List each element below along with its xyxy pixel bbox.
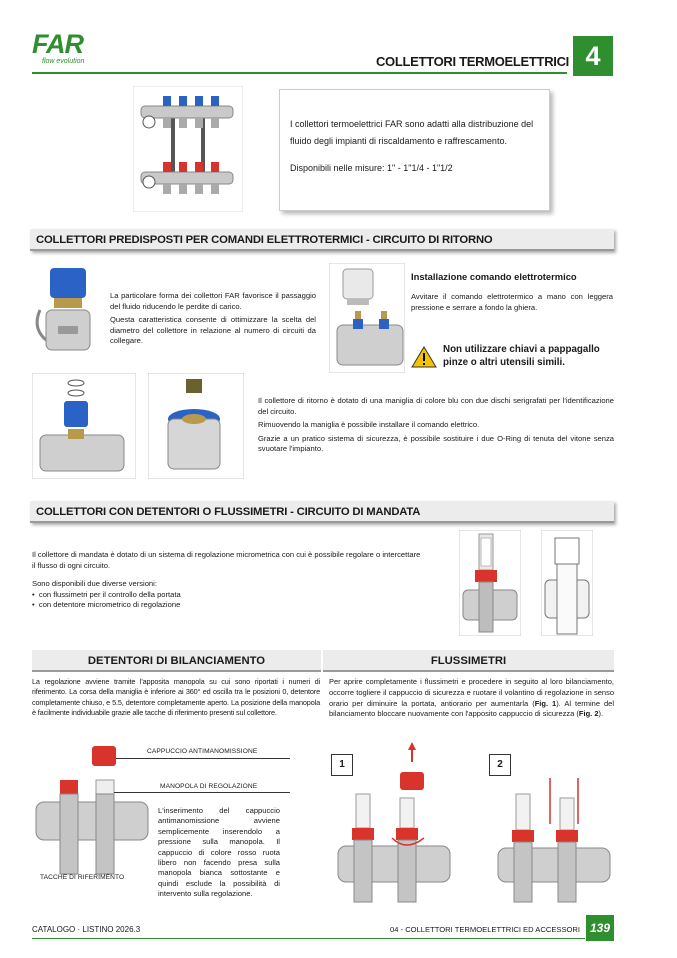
cap-insertion-text: L'inserimento del cappuccio antimanomissione avviene semplicemente inserendolo a pressione sulla manopola. Il cappuccio di colore rosso ruota libero non facendo presa sulla manopola bianca sottostante e quindi esclude la possibilità di intervento sulla regolazione. <box>158 806 280 899</box>
header-rule <box>32 72 567 74</box>
return-p1: La particolare forma dei collettori FAR favorisce il passaggio del fluido riducendo le perdite di carico. <box>110 291 316 311</box>
return-valve-photo <box>32 268 102 356</box>
chapter-badge: 4 <box>573 36 613 76</box>
footer-rule <box>32 938 585 939</box>
footer-section: 04 - COLLETTORI TERMOELETTRICI ED ACCESSORI <box>390 925 581 934</box>
install-title: Installazione comando elettrotermico <box>411 271 577 282</box>
bullet-text: con flussimetri per il controllo della portata <box>38 589 181 599</box>
return-details <box>258 396 614 455</box>
intro-text: I collettori termoelettrici FAR sono adatti alla distribuzione del fluido degli impianti di riscaldamento e raffrescamento. <box>290 119 534 146</box>
detentor-photo <box>541 530 593 636</box>
actuator-photo <box>329 263 405 373</box>
intro-sizes: Disponibili nelle misure: 1" - 1"1/4 - 1"1/2 <box>290 163 453 173</box>
section-title-delivery: COLLETTORI CON DETENTORI O FLUSSIMETRI - CIRCUITO DI MANDATA <box>30 501 614 523</box>
bullet-text: con detentore micrometrico di regolazione <box>38 600 181 610</box>
figure-number-2: 2 <box>489 754 511 776</box>
detentor-diagram <box>32 740 152 890</box>
warning-icon <box>411 345 437 374</box>
far-logo <box>32 30 112 70</box>
flowmeter-photo <box>459 530 521 636</box>
label-knob: MANOPOLA DI REGOLAZIONE <box>160 783 258 790</box>
return-p3: Il collettore di ritorno è dotato di una maniglia di colore blu con due dischi serigrafati per l'identificazione del circuito. <box>258 396 614 416</box>
exploded-valve-photo <box>32 373 136 479</box>
fig2-ref: Fig. 2 <box>578 709 599 719</box>
detentori-text: La regolazione avviene tramite l'apposita manopola su cui sono riportati i numeri di riferimento. La corsa della maniglia è inferiore ai 360° ed oscilla tra le posizioni 0, detentore completamente chiuso, e 5.5, detentore completamente aperto. La posizione della manopola è facilmente individuabile grazie alle tacche di riferimento presenti sul collettore. <box>32 677 320 717</box>
intro-box <box>279 89 550 211</box>
return-description <box>110 291 316 347</box>
section-title-return: COLLETTORI PREDISPOSTI PER COMANDI ELETTROTERMICI - CIRCUITO DI RITORNO <box>30 229 614 251</box>
flux-text-c: ). <box>598 709 604 719</box>
delivery-p1: Il collettore di mandata è dotato di un sistema di regolazione micrometrica con cui è possibile regolare o intercettare il flusso di ogni circuito. <box>32 550 421 570</box>
footer-catalog: CATALOGO · LISTINO 2026.3 <box>32 925 141 934</box>
install-text: Avvitare il comando elettrotermico a mano con leggera pressione e serrare a fondo la ghiera. <box>411 292 613 312</box>
return-p2: Questa caratteristica consente di ottimizzare la scelta del diametro del collettore in relazione al numero di circuiti da collegare. <box>110 315 316 346</box>
valve-detail-photo <box>148 373 244 479</box>
flux-text-a: Per aprire completamente i flussimetri e procedere in seguito al loro bilanciamento, occorre togliere il cappuccio di sicurezza e ruotare il volantino di regolazione in senso orario per diminuire la portata, antiorario per aumentarla ( <box>329 677 614 708</box>
cap-leader-line <box>116 758 290 759</box>
figure-number-1: 1 <box>331 754 353 776</box>
warning-text: Non utilizzare chiavi a pappagallo pinze o altri utensili simili. <box>443 344 600 368</box>
flux-text-b: ). Al termine del bilanciamento bloccare nuovamente con l'apposito cappuccio di sicurezza ( <box>329 698 614 719</box>
fig1-ref: Fig. 1 <box>534 698 557 708</box>
logo-text: FAR <box>32 29 83 59</box>
label-marks: TACCHE DI RIFERIMENTO <box>40 874 125 881</box>
figure-1-diagram <box>334 742 454 906</box>
knob-leader-line <box>114 792 290 793</box>
delivery-p2: Sono disponibili due diverse versioni: <box>32 579 157 589</box>
delivery-description <box>32 550 422 611</box>
manifold-photo <box>133 86 243 212</box>
return-p4: Rimuovendo la maniglia è possibile installare il comando elettrico. <box>258 420 480 430</box>
label-cap: CAPPUCCIO ANTIMANOMISSIONE <box>147 748 258 755</box>
subsection-title-flussimetri: FLUSSIMETRI <box>323 650 614 672</box>
page-number: 139 <box>586 915 614 941</box>
page-title: COLLETTORI TERMOELETTRICI <box>375 54 569 69</box>
subsection-title-detentori: DETENTORI DI BILANCIAMENTO <box>32 650 321 672</box>
return-p5: Grazie a un pratico sistema di sicurezza, è possibile sostituire i due O-Ring di tenuta del vitone senza svuotare l'impianto. <box>258 433 614 454</box>
delivery-bullet-1: • con flussimetri per il controllo della portata <box>32 589 181 599</box>
figure-2-diagram <box>494 774 614 906</box>
logo-subtitle: flow evolution <box>42 58 85 65</box>
delivery-bullet-2: • con detentore micrometrico di regolazione <box>32 600 181 610</box>
flussimetri-text <box>329 677 614 720</box>
